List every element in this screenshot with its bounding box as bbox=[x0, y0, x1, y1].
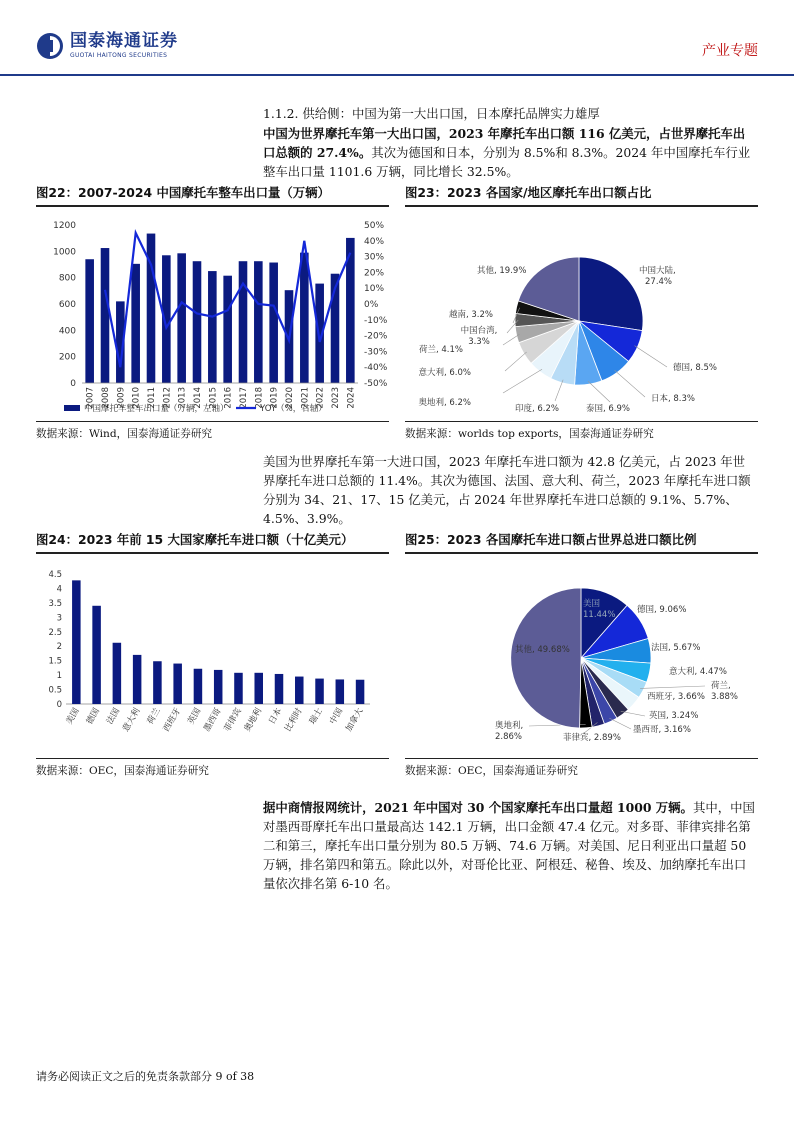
subheading: 1.1.2. 供给侧：中国为第一大出口国，日本摩托品牌实力雄厚 bbox=[263, 106, 600, 121]
pie-label: 泰国, 6.9% bbox=[586, 403, 630, 414]
pie-label: 菲律宾, 2.89% bbox=[563, 732, 621, 743]
x-tick-label: 2009 bbox=[116, 386, 127, 409]
x-tick-label: 比利时 bbox=[283, 706, 305, 734]
figure-22-source: 数据来源：Wind，国泰海通证券研究 bbox=[36, 427, 213, 440]
pie-leader-line bbox=[505, 351, 527, 370]
figure-25-chart bbox=[405, 566, 758, 756]
export-bar bbox=[223, 275, 232, 382]
figure-25-source: 数据来源：OEC，国泰海通证券研究 bbox=[405, 764, 578, 777]
y-right-tick-label: 50% bbox=[364, 220, 385, 231]
export-bar bbox=[131, 263, 140, 382]
export-bar bbox=[300, 252, 309, 382]
y-right-tick-label: -30% bbox=[364, 346, 388, 357]
pie-leader-line bbox=[609, 718, 631, 729]
pie-slice-10 bbox=[511, 587, 581, 727]
x-tick-label: 2011 bbox=[147, 386, 157, 409]
y-left-tick-label: 800 bbox=[58, 273, 76, 284]
import-bar bbox=[153, 661, 162, 704]
figure-23 bbox=[405, 181, 758, 441]
figure-25 bbox=[405, 528, 758, 778]
import-bar bbox=[133, 654, 142, 703]
import-bar bbox=[113, 642, 122, 703]
figure-23-rule bbox=[405, 205, 758, 207]
x-tick-label: 2008 bbox=[101, 386, 111, 409]
figure-24-rule bbox=[36, 552, 389, 554]
x-tick-label: 2022 bbox=[315, 386, 326, 409]
logo-icon bbox=[36, 32, 64, 60]
figure-22-chart bbox=[36, 215, 389, 415]
pie-label: 越南, 3.2% bbox=[449, 309, 493, 320]
x-tick-label: 菲律宾 bbox=[222, 706, 244, 734]
y-tick-label: 2 bbox=[56, 641, 62, 652]
x-tick-label: 2012 bbox=[162, 386, 173, 409]
figure-24-chart bbox=[36, 566, 389, 756]
export-bar bbox=[85, 259, 94, 383]
section3-paragraph bbox=[263, 798, 756, 893]
export-bar bbox=[269, 262, 278, 382]
pie-leader-line bbox=[635, 345, 667, 366]
figure-25-rule bbox=[405, 552, 758, 554]
figure-25-bottom-rule bbox=[405, 758, 758, 759]
x-tick-label: 德国 bbox=[84, 706, 102, 726]
y-tick-label: 3.5 bbox=[48, 598, 62, 609]
export-bar bbox=[193, 261, 202, 383]
section-tag: 产业专题 bbox=[702, 43, 758, 59]
import-bar bbox=[72, 580, 81, 704]
y-left-tick-label: 400 bbox=[58, 325, 76, 336]
x-tick-label: 瑞士 bbox=[307, 706, 325, 726]
legend-line-label: YOY（%，右轴） bbox=[260, 403, 327, 414]
x-tick-label: 中国 bbox=[328, 706, 346, 726]
x-tick-label: 2023 bbox=[331, 386, 341, 409]
pie-leader-line bbox=[503, 369, 542, 393]
pie-label: 中国台湾, bbox=[460, 325, 498, 336]
pie-slice-0 bbox=[579, 257, 643, 331]
logo-name-en: GUOTAI HAITONG SECURITIES bbox=[70, 52, 168, 59]
y-right-tick-label: 40% bbox=[364, 236, 385, 247]
x-tick-label: 2010 bbox=[131, 386, 142, 409]
y-tick-label: 2.5 bbox=[48, 627, 62, 638]
y-right-tick-label: 10% bbox=[364, 283, 385, 294]
pie-label: 墨西哥, 3.16% bbox=[633, 724, 691, 735]
x-tick-label: 法国 bbox=[105, 706, 123, 726]
pie-label: 荷兰, 4.1% bbox=[419, 344, 463, 355]
section1-bold: 中国为世界摩托车第一大出口国，2023 年摩托车出口额 116 亿美元，占世界摩托车出口总额的 27.4%。 bbox=[263, 126, 746, 160]
import-bar bbox=[275, 673, 284, 703]
y-left-tick-label: 1200 bbox=[53, 220, 76, 231]
x-tick-label: 2007 bbox=[85, 386, 96, 409]
pie-label: 日本, 8.3% bbox=[651, 393, 695, 404]
x-tick-label: 墨西哥 bbox=[202, 706, 224, 734]
figure-22-rule bbox=[36, 205, 389, 207]
figure-22-bottom-rule bbox=[36, 421, 389, 422]
pie-label: 美国 bbox=[583, 598, 601, 609]
x-tick-label: 2015 bbox=[208, 386, 219, 409]
y-tick-label: 4 bbox=[56, 583, 62, 594]
y-right-tick-label: 30% bbox=[364, 252, 385, 263]
x-tick-label: 奥地利 bbox=[242, 706, 265, 734]
y-left-tick-label: 0 bbox=[70, 378, 76, 389]
x-tick-label: 西班牙 bbox=[161, 706, 184, 734]
y-tick-label: 4.5 bbox=[48, 569, 62, 580]
y-right-tick-label: -10% bbox=[364, 315, 388, 326]
import-bar bbox=[173, 663, 182, 703]
pie-label: 印度, 6.2% bbox=[515, 403, 559, 414]
import-bar bbox=[336, 679, 345, 704]
import-bar bbox=[234, 672, 243, 703]
x-tick-label: 2017 bbox=[239, 386, 249, 409]
figure-24-title: 图24：2023 年前 15 大国家摩托车进口额（十亿美元） bbox=[36, 532, 354, 547]
pie-value-label: 2.86% bbox=[495, 731, 523, 742]
export-bar bbox=[254, 261, 263, 383]
pie-label: 法国, 5.67% bbox=[651, 642, 701, 653]
section1-rest: 其次为德国和日本，分别为 8.5%和 8.3%。2024 年中国摩托车行业整车出口量 1101.6 万辆，同比增长 32.5%。 bbox=[263, 145, 751, 179]
y-right-tick-label: 0% bbox=[364, 299, 379, 310]
export-bar bbox=[208, 271, 217, 383]
figure-22 bbox=[36, 181, 389, 441]
y-left-tick-label: 600 bbox=[58, 299, 76, 310]
figure-24-source: 数据来源：OEC，国泰海通证券研究 bbox=[36, 764, 209, 777]
x-tick-label: 荷兰 bbox=[145, 706, 163, 726]
y-right-tick-label: -40% bbox=[364, 362, 388, 373]
pie-label: 西班牙, 3.66% bbox=[647, 691, 705, 702]
import-bar bbox=[92, 605, 101, 703]
x-tick-label: 英国 bbox=[186, 706, 204, 726]
import-bar bbox=[356, 679, 365, 703]
x-tick-label: 加拿大 bbox=[344, 706, 366, 734]
y-right-tick-label: -50% bbox=[364, 378, 388, 389]
pie-label: 荷兰, bbox=[711, 680, 731, 691]
figure-23-title: 图23：2023 各国家/地区摩托车出口额占比 bbox=[405, 185, 652, 200]
import-bar bbox=[295, 676, 304, 703]
pie-leader-line bbox=[503, 334, 520, 345]
logo-name-cn: 国泰海通证券 bbox=[70, 31, 178, 51]
y-tick-label: 1.5 bbox=[48, 656, 62, 667]
y-left-tick-label: 200 bbox=[58, 352, 76, 363]
y-tick-label: 3 bbox=[56, 612, 62, 623]
pie-value-label: 27.4% bbox=[645, 276, 673, 287]
pie-value-label: 3.3% bbox=[468, 336, 490, 347]
section3-rest: 其中，中国对墨西哥摩托车出口量最高达 142.1 万辆，出口金额 47.4 亿元。对多哥、菲律宾排名第二和第三，摩托车出口量分别为 80.5 万辆、74.6 万辆。对美国、尼日利亚出口量超 50 万辆，排名第四和第五。除此以外，对哥伦比亚、阿根廷、秘鲁、埃及、加纳摩托车出口量依次排名第 6-10 名。 bbox=[263, 800, 755, 891]
pie-label: 意大利, 6.0% bbox=[418, 367, 471, 378]
x-tick-label: 2019 bbox=[269, 386, 280, 409]
pie-leader-line bbox=[640, 686, 705, 688]
x-tick-label: 2016 bbox=[223, 386, 234, 409]
pie-label: 奥地利, bbox=[495, 720, 524, 731]
legend-bar-swatch bbox=[64, 405, 80, 411]
section3-bold: 据中商情报网统计，2021 年中国对 30 个国家摩托车出口量超 1000 万辆。 bbox=[263, 800, 693, 815]
legend-bar-label: 中国摩托车整车出口量（万辆，左轴） bbox=[84, 403, 229, 414]
x-tick-label: 美国 bbox=[64, 706, 82, 726]
y-right-tick-label: 20% bbox=[364, 267, 385, 278]
brand-logo bbox=[36, 32, 178, 60]
figure-23-source: 数据来源：worlds top exports，国泰海通证券研究 bbox=[405, 427, 654, 440]
x-tick-label: 2024 bbox=[346, 386, 357, 409]
pie-label: 意大利, 4.47% bbox=[669, 666, 727, 677]
header-divider bbox=[0, 74, 794, 76]
pie-label: 其他, 49.68% bbox=[515, 644, 570, 655]
figure-23-bottom-rule bbox=[405, 421, 758, 422]
pie-value-label: 3.88% bbox=[711, 691, 739, 702]
x-tick-label: 2014 bbox=[193, 386, 203, 409]
x-tick-label: 2018 bbox=[254, 386, 265, 409]
figure-23-chart bbox=[405, 215, 758, 415]
figure-24 bbox=[36, 528, 389, 778]
pie-leader-line bbox=[555, 379, 563, 400]
pie-leader-line bbox=[615, 370, 645, 397]
footer-disclaimer: 请务必阅读正文之后的免责条款部分 9 of 38 bbox=[36, 1070, 255, 1083]
pie-label: 中国大陆, bbox=[639, 265, 676, 276]
import-bar bbox=[194, 668, 203, 703]
figure-22-title: 图22：2007-2024 中国摩托车整车出口量（万辆） bbox=[36, 185, 330, 200]
y-right-tick-label: -20% bbox=[364, 331, 388, 342]
pie-value-label: 11.44% bbox=[583, 609, 616, 620]
pie-label: 其他, 19.9% bbox=[477, 265, 527, 276]
y-tick-label: 0.5 bbox=[48, 685, 62, 696]
pie-leader-line bbox=[588, 381, 610, 402]
x-tick-label: 2013 bbox=[177, 386, 188, 409]
pie-label: 德国, 9.06% bbox=[637, 604, 687, 615]
figure-24-bottom-rule bbox=[36, 758, 389, 759]
section2-paragraph: 美国为世界摩托车第一大进口国，2023 年摩托车进口额为 42.8 亿美元，占 2023 年世界摩托车进口总额的 11.4%。其次为德国、法国、意大利、荷兰，2023 年摩托车进口额分别为 34、21、17、15 亿美元，占 2024 年世界摩托车进口总额的 9.1%、5.7%、4.5%、3.9%。 bbox=[263, 454, 751, 526]
x-tick-label: 意大利 bbox=[121, 706, 143, 734]
export-bar bbox=[239, 261, 248, 383]
y-tick-label: 1 bbox=[56, 670, 62, 681]
section1-paragraph bbox=[263, 124, 756, 181]
pie-label: 英国, 3.24% bbox=[649, 710, 699, 721]
pie-label: 奥地利, 6.2% bbox=[418, 397, 471, 408]
figure-25-title: 图25：2023 各国摩托车进口额占世界总进口额比例 bbox=[405, 532, 697, 547]
x-tick-label: 2021 bbox=[300, 386, 311, 409]
import-bar bbox=[254, 672, 263, 703]
x-tick-label: 日本 bbox=[267, 706, 285, 726]
y-left-tick-label: 1000 bbox=[53, 246, 76, 257]
import-bar bbox=[315, 678, 324, 703]
pie-label: 德国, 8.5% bbox=[673, 362, 717, 373]
y-tick-label: 0 bbox=[56, 699, 62, 710]
x-tick-label: 2020 bbox=[285, 386, 295, 409]
export-bar bbox=[177, 253, 186, 383]
export-bar bbox=[101, 248, 110, 383]
pie-leader-line bbox=[621, 711, 645, 716]
import-bar bbox=[214, 669, 223, 703]
